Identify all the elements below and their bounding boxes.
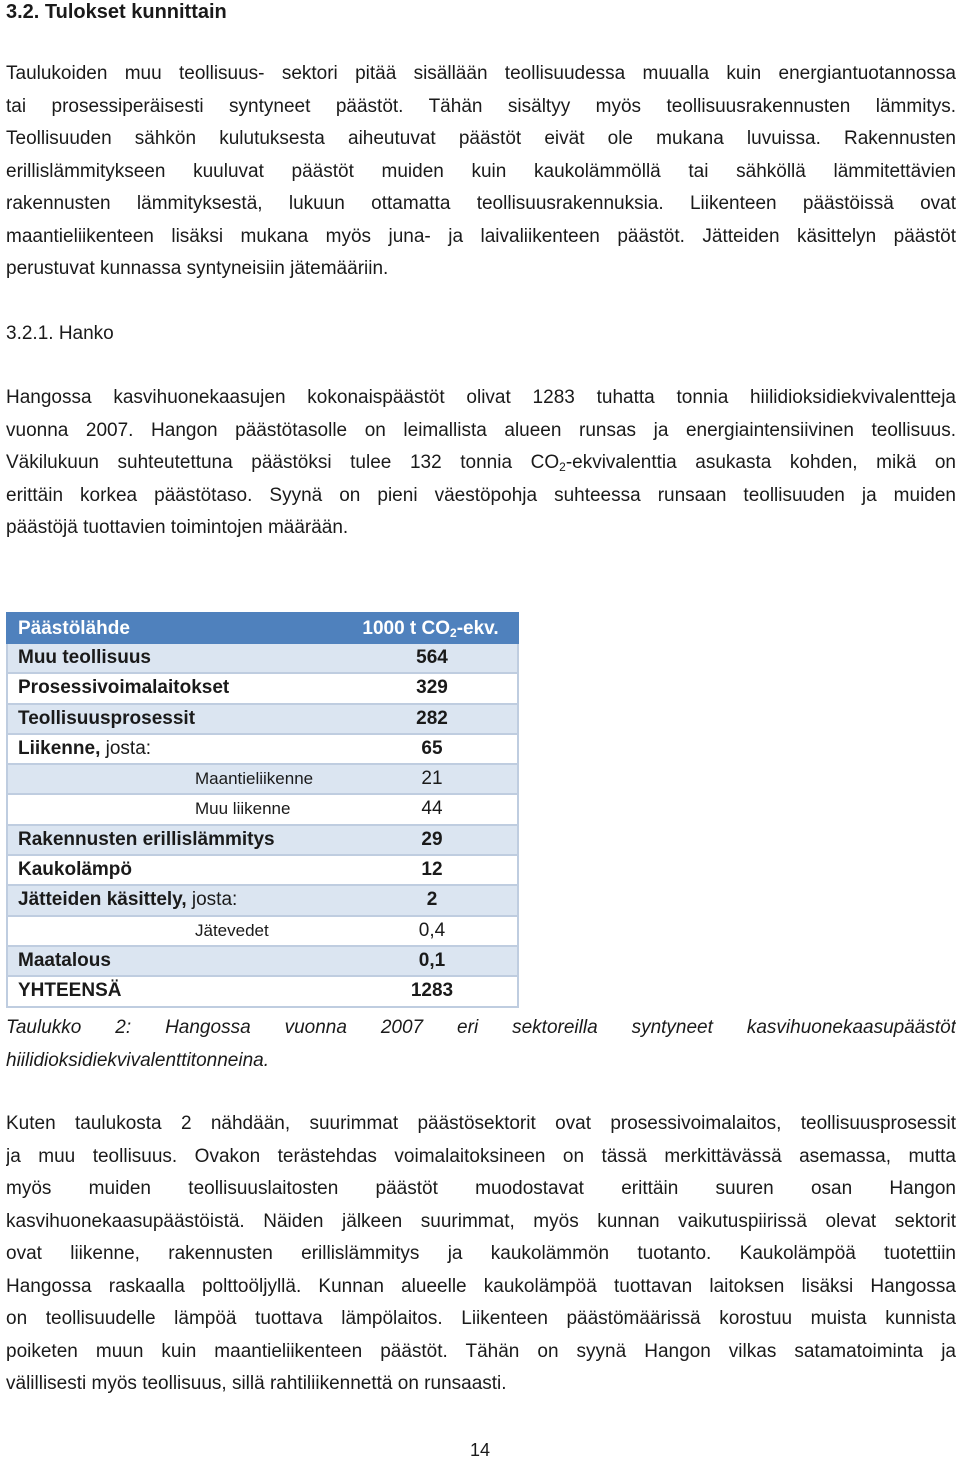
row-label-suffix: josta: <box>100 737 152 759</box>
table-row <box>6 644 519 674</box>
row-label: Kaukolämpö <box>18 859 133 881</box>
unit-text: 1000 t CO <box>362 618 451 639</box>
discussion-line: Hangossa raskaalla polttoöljyllä. Kunnan alueelle kaukolämpöä tuottavan laitoksen lisäksi Hangossa <box>6 1275 956 1297</box>
row-value: 329 <box>416 677 448 699</box>
intro-line: maantieliikenteen lisäksi mukana myös juna- ja laivaliikenteen päästöt. Jätteiden käsittelyn päästöt <box>6 225 956 247</box>
intro-paragraph <box>6 58 956 286</box>
row-label-group <box>18 735 151 763</box>
table-row <box>6 856 519 886</box>
discussion-line: välillisesti myös teollisuus, sillä rahtiliikennettä on runsaasti. <box>6 1373 507 1394</box>
row-label: Teollisuusprosessit <box>18 707 196 729</box>
discussion-line: on teollisuudelle lämpöä tuottava lämpölaitos. Liikenteen päästömäärissä korostuu muista kunnista <box>6 1308 956 1329</box>
row-value: 21 <box>421 768 443 790</box>
intro-line: erillislämmitykseen kuuluvat päästöt muiden kuin kaukolämmöllä tai sähköllä lämmitettävien <box>6 160 956 182</box>
row-label: Maatalous <box>18 949 111 971</box>
row-value: 0,1 <box>418 949 446 971</box>
row-label: Muu liikenne <box>195 799 291 819</box>
table-row <box>6 765 519 795</box>
hanko-line: vuonna 2007. Hangon päästötasolle on leimallista alueen runsas ja energiaintensiivinen teollisuus. <box>6 419 956 441</box>
hanko-co2-subscript: 2 <box>559 460 566 474</box>
row-value: 65 <box>421 737 443 759</box>
discussion-line: ja muu teollisuus. Ovakon terästehdas voimalaitoksineen on tässä merkittävässä asemassa, mutta <box>6 1145 956 1167</box>
row-value: 2 <box>426 889 438 911</box>
discussion-line: Kuten taulukosta 2 nähdään, suurimmat päästösektorit ovat prosessivoimalaitos, teollisuusprosessit <box>6 1113 956 1134</box>
page-number: 14 <box>469 1440 491 1460</box>
table-body <box>6 644 519 1008</box>
hanko-line: erittäin korkea päästötaso. Syynä on pieni väestöpohja suhteessa runsaan teollisuuden ja muiden <box>6 484 956 506</box>
table-header-row <box>6 612 519 644</box>
row-label-suffix: josta: <box>186 889 238 911</box>
row-value: 564 <box>416 647 448 668</box>
section-heading: 3.2. Tulokset kunnittain <box>6 1 227 23</box>
intro-line: tai prosessiperäisesti syntyneet päästöt. Tähän sisältyy myös teollisuusrakennusten lämmitys. <box>6 95 956 117</box>
intro-line: rakennusten lämmityksestä, lukuun ottamatta teollisuusrakennuksia. Liikenteen päästöissä ovat <box>6 193 956 214</box>
table-row <box>6 947 519 977</box>
discussion-line: poiketen muun kuin maantieliikenteen päästöt. Tähän on syynä Hangon vilkas satamatoiminta ja <box>6 1340 956 1362</box>
row-label: Jätevedet <box>195 920 269 940</box>
intro-line: perustuvat kunnassa syntyneisiin jätemääriin. <box>6 258 389 279</box>
table-row <box>6 917 519 947</box>
discussion-line: ovat liikenne, rakennusten erillislämmitys ja kaukolämmön tuotanto. Kaukolämpöä tuotettiin <box>6 1243 956 1264</box>
table-row <box>6 886 519 916</box>
row-label: Jätteiden käsittely, <box>18 889 187 911</box>
row-value: 282 <box>416 707 448 729</box>
discussion-paragraph <box>6 1108 956 1401</box>
hanko-line: päästöjä tuottavien toimintojen määrään. <box>6 517 349 538</box>
intro-line: Taulukoiden muu teollisuus- sektori pitää sisällään teollisuudessa muualla kuin energiantuotannossa <box>6 63 956 84</box>
row-value: 0,4 <box>418 919 446 941</box>
hanko-co2-text-after: -ekvivalenttia asukasta kohden, mikä on <box>565 452 956 473</box>
unit-text-after: -ekv. <box>456 618 499 639</box>
table-caption <box>6 1012 956 1077</box>
hanko-line: Hangossa kasvihuonekaasujen kokonaispäästöt olivat 1283 tuhatta tonnia hiilidioksidiekvivalentteja <box>6 387 956 408</box>
hanko-co2-text: Väkilukuun suhteutettuna päästöksi tulee 132 tonnia CO <box>6 452 560 473</box>
hanko-paragraph <box>6 382 956 545</box>
table-row <box>6 795 519 825</box>
table-header-unit <box>343 614 518 648</box>
hanko-line <box>6 447 956 480</box>
subsection-heading: 3.2.1. Hanko <box>6 323 114 344</box>
row-label-group <box>18 886 237 914</box>
row-label: Maantieliikenne <box>195 769 314 789</box>
caption-line: Taulukko 2: Hangossa vuonna 2007 eri sektoreilla syntyneet kasvihuonekaasupäästöt <box>6 1017 956 1038</box>
intro-line: Teollisuuden sähkön kulutuksesta aiheutuvat päästöt eivät ole mukana luvuissa. Rakennusten <box>6 128 956 149</box>
table-row <box>6 826 519 856</box>
row-label: Liikenne, <box>18 737 101 759</box>
row-value: 44 <box>421 798 443 820</box>
row-value: 1283 <box>410 980 454 1002</box>
row-label: Muu teollisuus <box>18 647 151 668</box>
table-row <box>6 705 519 735</box>
emissions-table <box>6 612 519 1008</box>
row-value: 29 <box>421 828 443 850</box>
table-header-source: Päästölähde <box>18 618 130 639</box>
table-row <box>6 674 519 704</box>
caption-line: hiilidioksidiekvivalenttitonneina. <box>6 1049 269 1071</box>
unit-subscript: 2 <box>450 626 457 640</box>
row-label: YHTEENSÄ <box>18 980 122 1002</box>
row-value: 12 <box>421 859 443 881</box>
table-row <box>6 977 519 1007</box>
row-label: Rakennusten erillislämmitys <box>18 828 275 850</box>
table-row <box>6 735 519 765</box>
row-label: Prosessivoimalaitokset <box>18 677 230 699</box>
discussion-line: kasvihuonekaasupäästöistä. Näiden jälkeen suurimmat, myös kunnan vaikutuspiirissä olevat sektorit <box>6 1210 956 1232</box>
discussion-line: myös muiden teollisuuslaitosten päästöt muodostavat erittäin suuren osan Hangon <box>6 1178 956 1199</box>
